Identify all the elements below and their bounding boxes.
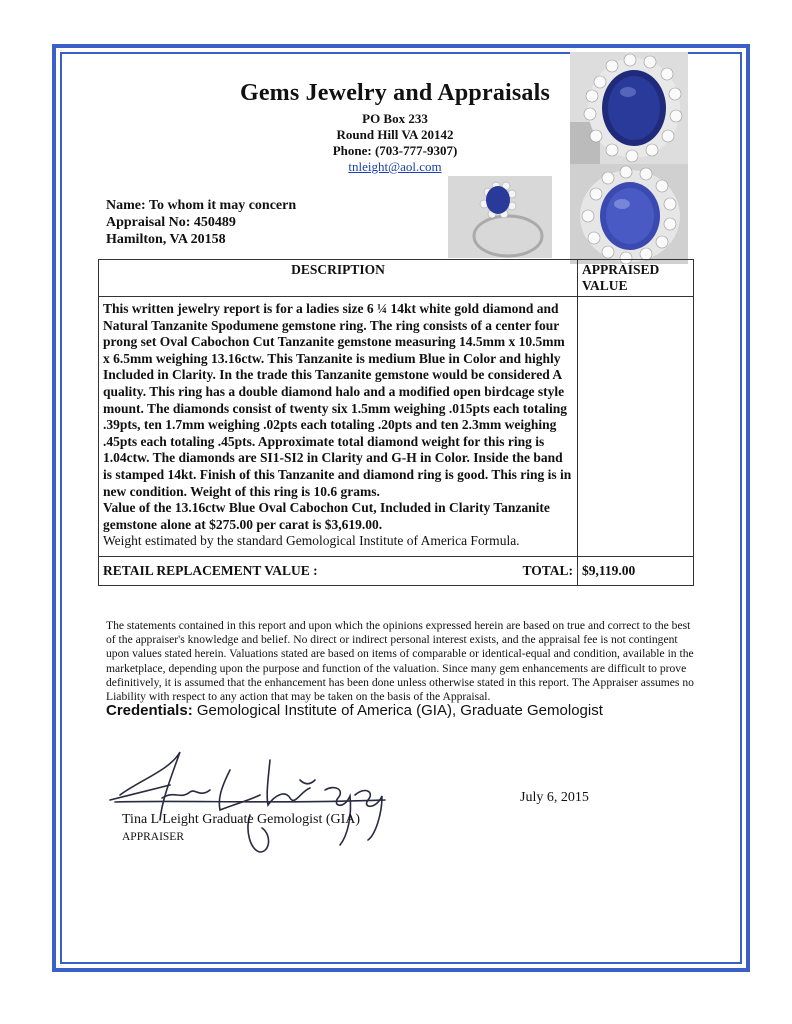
retail-cell xyxy=(99,556,578,585)
disclaimer-text: The statements contained in this report and upon which the opinions expressed herein are based on true and correct to the best of the appraiser's knowledge and belief. No direct or indirect personal interest exists, and the appraisal fee is not contingent upon values stated herein. Valuations stated are based on items of comparable or identical-equal and condition, available in the marketplace, depending upon the purpose and function of the valuation. Since many gem enhancements are difficult to prove definitively, it is assumed that the enhancement has been done unless otherwise stated in this report. The Appraiser assumes no Liability with respect to any action that may be taken on the basis of the Appraisal. xyxy=(106,619,694,704)
table-body-row xyxy=(99,297,694,557)
description-cell xyxy=(99,297,578,557)
appraisal-date: July 6, 2015 xyxy=(520,790,589,805)
phone-line: Phone: (703-777-9307) xyxy=(332,143,458,158)
value-statement: Value of the 13.16ctw Blue Oval Cabochon Cut, Included in Clarity Tanzanite gemstone alone at $275.00 per carat is $3,619.00. xyxy=(103,500,550,532)
description-text: This written jewelry report is for a ladies size 6 ¼ 14kt white gold diamond and Natural Tanzanite Spodumene gemstone ring. The ring consists of a center four prong set Oval Cabochon Cut Tanzanite gemstone measuring 14.5mm x 10.5mm x 6.5mm weighing 13.16ctw. This Tanzanite is medium Blue in Color and highly Included in Clarity. In the trade this Tanzanite gemstone would be considered A quality. This ring has a double diamond halo and a modified open birdcage style mount. The diamonds consist of twenty six 1.5mm weighing .015pts each totaling .39pts, ten 1.7mm weighing .02pts each totaling .20pts and ten 2.3mm weighing .45pts each totaling .45pts. Approximate total diamond weight for this ring is 1.04ctw. The diamonds are SI1-SI2 in Clarity and G-H in Color. Inside the band is stamped 14kt. Finish of this Tanzanite and diamond ring is good. This ring is in new condition. Weight of this ring is 10.6 grams. xyxy=(103,301,572,499)
company-title: Gems Jewelry and Appraisals xyxy=(239,80,551,106)
ring-photo-top xyxy=(570,52,688,164)
appraiser-role: APPRAISER xyxy=(122,831,184,843)
appraisal-number: Appraisal No: 450489 xyxy=(106,215,236,230)
value-cell xyxy=(578,297,694,557)
weight-note: Weight estimated by the standard Gemological Institute of America Formula. xyxy=(103,533,520,549)
description-header: DESCRIPTION xyxy=(99,260,578,297)
ring-photo-side xyxy=(448,176,552,258)
total-value: $9,119.00 xyxy=(578,556,694,585)
po-box: PO Box 233 xyxy=(362,111,428,126)
appraisal-table xyxy=(98,259,694,586)
credentials-label: Credentials: xyxy=(106,702,193,719)
email-link[interactable]: tnleight@aol.com xyxy=(348,159,442,174)
city-line: Round Hill VA 20142 xyxy=(336,127,454,142)
value-header: APPRAISED VALUE xyxy=(578,260,694,297)
total-label: TOTAL: xyxy=(522,562,573,578)
total-row xyxy=(99,556,694,585)
table-header-row xyxy=(99,260,694,297)
retail-label: RETAIL REPLACEMENT VALUE : xyxy=(103,562,318,578)
ring-photo-front xyxy=(570,164,688,264)
credentials xyxy=(106,702,702,719)
recipient-location: Hamilton, VA 20158 xyxy=(106,232,226,247)
recipient-name: Name: To whom it may concern xyxy=(106,198,297,213)
appraiser-name: Tina L Leight Graduate Gemologist (GIA) xyxy=(122,812,361,827)
credentials-text: Gemological Institute of America (GIA), Graduate Gemologist xyxy=(192,702,603,719)
